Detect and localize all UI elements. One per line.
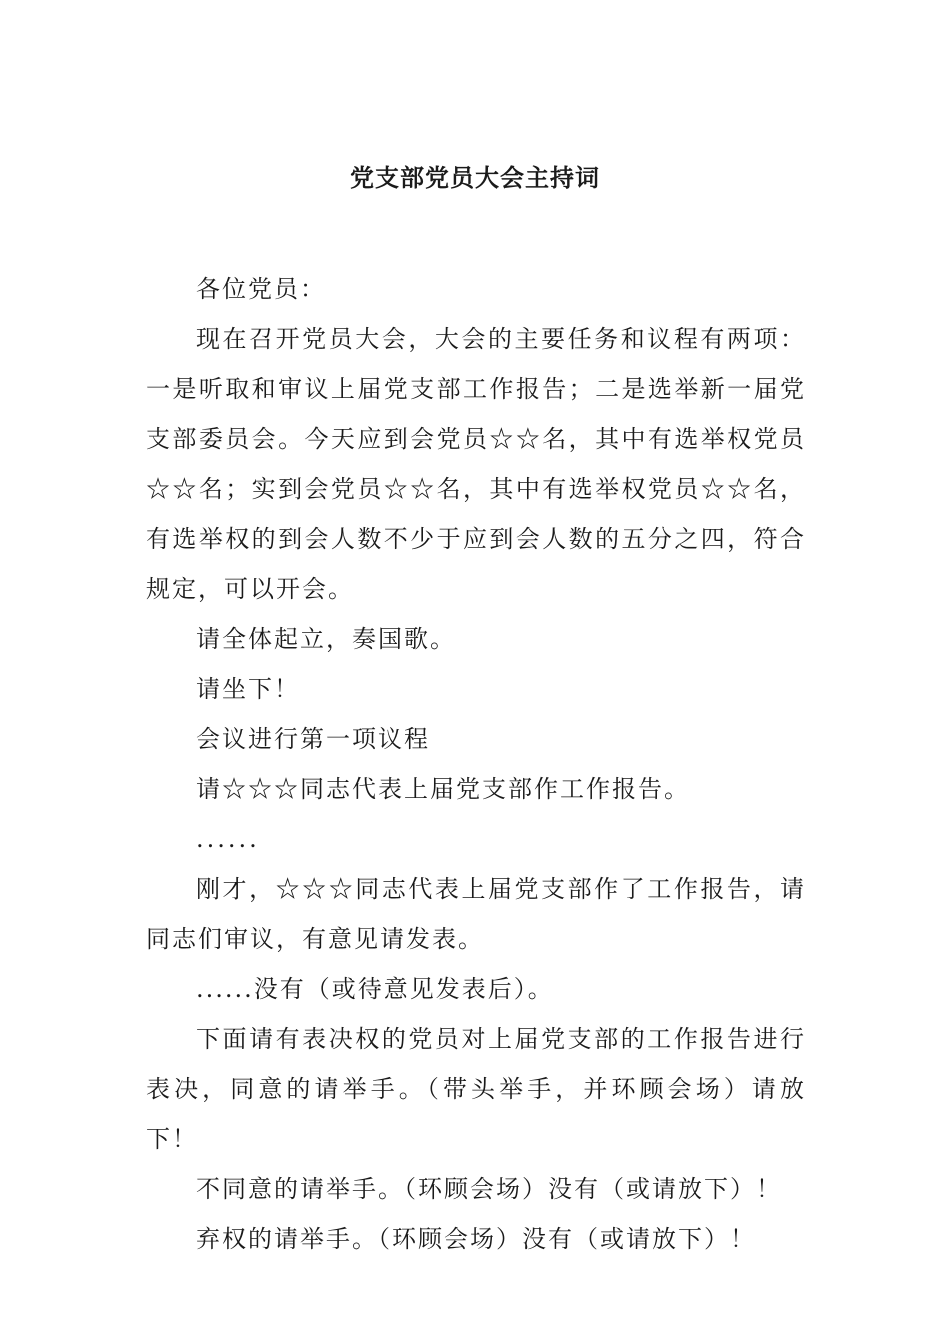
review-paragraph: 刚才，☆☆☆同志代表上届党支部作了工作报告，请同志们审议，有意见请发表。 <box>146 875 806 953</box>
ellipsis-paragraph: ...... <box>196 825 260 853</box>
document-title: 党支部党员大会主持词 <box>350 164 600 192</box>
no-opinion-paragraph: ......没有（或待意见发表后）。 <box>196 975 554 1003</box>
vote-abstain-paragraph: 弃权的请举手。（环顾会场）没有（或请放下）！ <box>196 1225 756 1253</box>
vote-against-paragraph: 不同意的请举手。（环顾会场）没有（或请放下）！ <box>196 1175 782 1203</box>
anthem-paragraph: 请全体起立，奏国歌。 <box>196 625 456 653</box>
first-agenda-paragraph: 会议进行第一项议程 <box>196 725 430 753</box>
vote-approve-paragraph: 下面请有表决权的党员对上届党支部的工作报告进行表决，同意的请举手。（带头举手，并环顾会场）请放下！ <box>146 1025 806 1153</box>
report-request-paragraph: 请☆☆☆同志代表上届党支部作工作报告。 <box>196 775 690 803</box>
sit-down-paragraph: 请坐下！ <box>196 675 300 703</box>
agenda-paragraph: 现在召开党员大会，大会的主要任务和议程有两项：一是听取和审议上届党支部工作报告；二是选举新一届党支部委员会。今天应到会党员☆☆名，其中有选举权党员☆☆名；实到会党员☆☆名，其中有选举权党员☆☆名，有选举权的到会人数不少于应到会人数的五分之四，符合规定，可以开会。 <box>146 325 806 603</box>
document-body <box>146 264 806 1264</box>
salutation-paragraph: 各位党员： <box>196 275 326 303</box>
